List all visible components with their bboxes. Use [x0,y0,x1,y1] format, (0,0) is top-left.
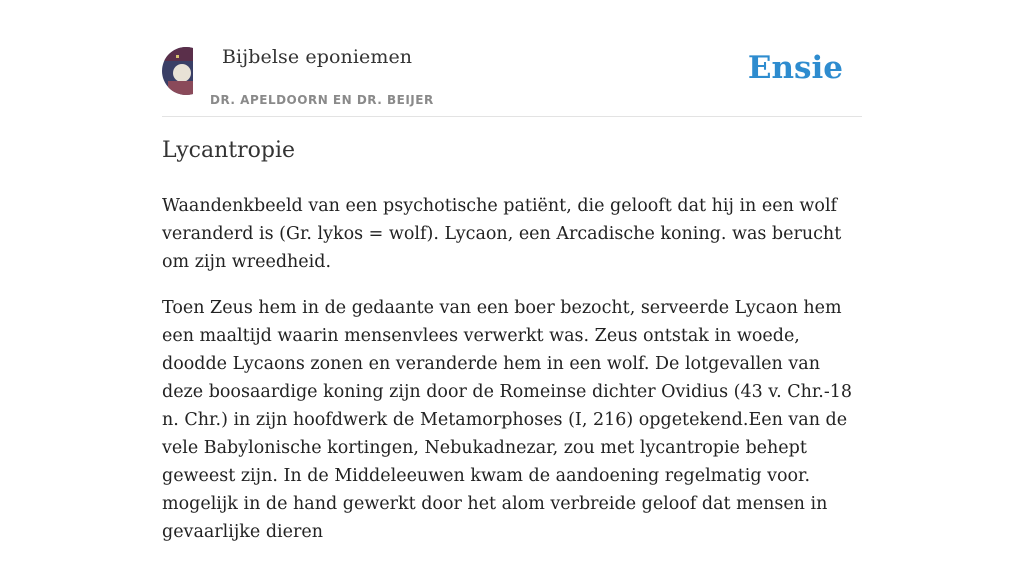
book-header [162,44,862,117]
book-author: DR. APELDOORN EN DR. BEIJER [210,93,434,107]
entry-title: Lycantropie [162,138,295,163]
entry-paragraph: Toen Zeus hem in de gedaante van een boer bezocht, serveerde Lycaon hem een maaltijd waarin mensenvlees verwerkt was. Zeus ontstak in woede, doodde Lycaons zonen en veranderde hem in een wolf. De lotgevallen van deze boosaardige koning zijn door de Romeinse dichter Ovidius (43 v. Chr.-18 n. Chr.) in zijn hoofdwerk de Metamorphoses (I, 216) opgetekend.Een van de vele Babylonische kortingen, Nebukadnezar, zou met lycantropie behept geweest zijn. In de Middeleeuwen kwam de aandoening regelmatig voor. mogelijk in de hand gewerkt door het alom verbreide geloof dat mensen in gevaarlijke dieren [162,298,853,542]
entry-paragraph: Waandenkbeeld van een psychotische patiënt, die gelooft dat hij in een wolf veranderd is (Gr. lykos = wolf). Lycaon, een Arcadische koning. was berucht om zijn wreedheid. [162,196,842,272]
entry-content [162,192,862,564]
book-cover-icon [162,47,210,95]
book-cover-image[interactable] [162,47,210,95]
ensie-logo[interactable]: Ensie [747,50,843,86]
book-title[interactable]: Bijbelse eponiemen [222,46,413,68]
